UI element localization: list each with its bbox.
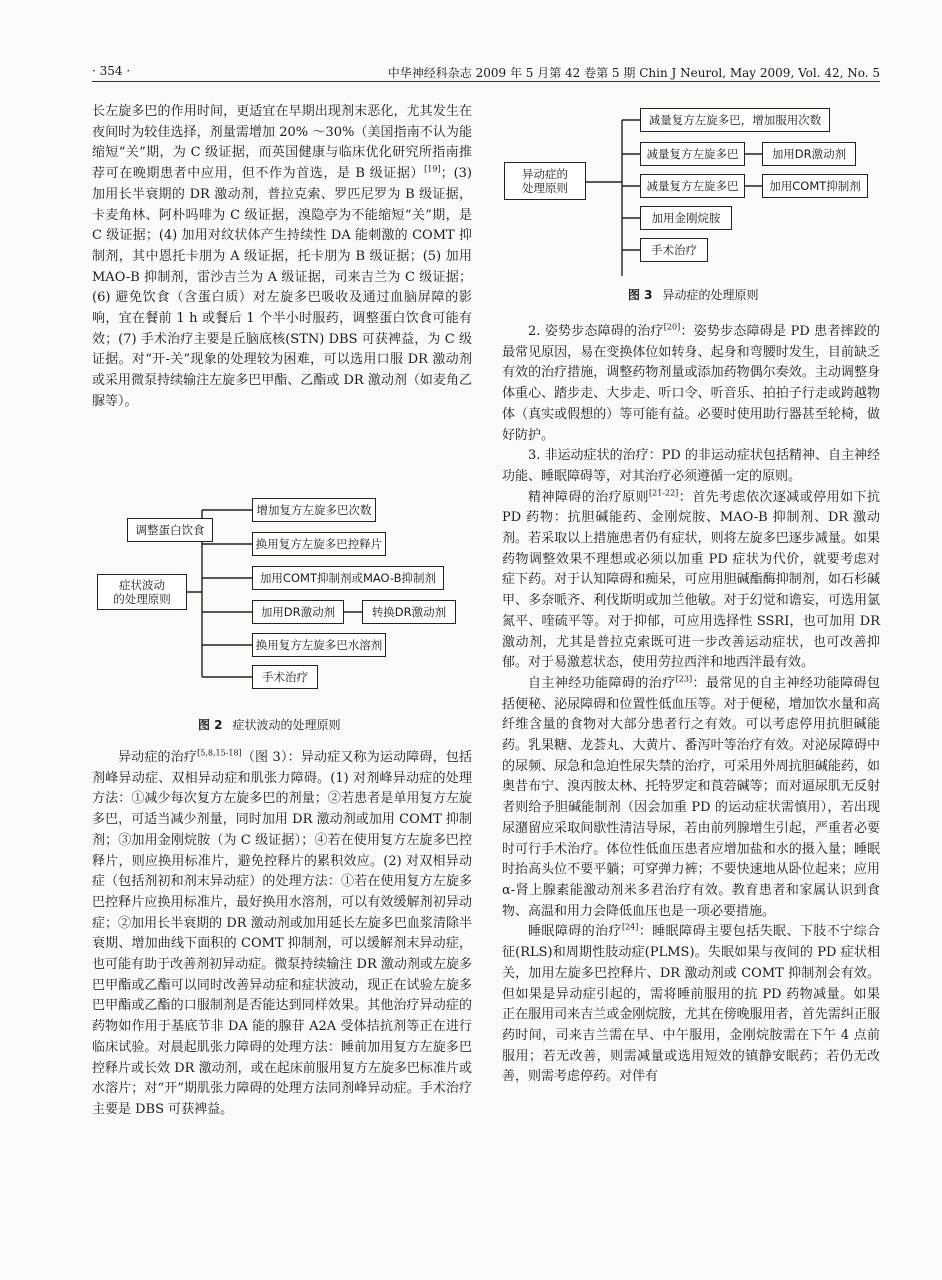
section-heading: 精神障碍的治疗原则 (528, 489, 649, 505)
section-heading: 自主神经功能障碍的治疗 (528, 675, 676, 691)
box-item-3-extra: 加用COMT抑制剂 (762, 174, 868, 198)
box-item-3: 减量复方左旋多巴 (640, 174, 745, 198)
journal-info: 中华神经科杂志 2009 年 5 月第 42 卷第 5 期 Chin J Neurol, May 2009, Vol. 42, No. 5 (387, 66, 880, 80)
box-item-4: 加用金刚烷胺 (640, 206, 732, 230)
paragraph (92, 748, 472, 1121)
figure-title: 症状波动的处理原则 (232, 718, 341, 732)
figure-title: 异动症的处理原则 (662, 288, 759, 302)
figure-label: 图 3 (628, 288, 653, 302)
paragraph-posture (502, 322, 880, 446)
box-item-3: 加用COMT抑制剂或MAO-B抑制剂 (252, 566, 444, 590)
text: ：首先考虑依次逐减或停用如下抗 PD 药物：抗胆碱能药、金刚烷胺、MAO-B 抑制剂、DR 激动剂。若采取以上措施患者仍有症状，则将左旋多巴逐步减量。如果药物调整效果不理想或必须以加重 PD 症状为代价，就要考虑对症下药。对于认知障碍和痴呆，可应用胆碱酯酶抑制剂，如石杉碱甲、多奈哌齐、利伐斯明或加兰他敏。对于幻觉和谵妄，可选用氯氮平、喹硫平等。对于抑郁，可应用选择性 SSRI，也可加用 DR 激动剂，尤其是普拉克索既可进一步改善运动症状，也可改善抑郁。对于易激惹状态，使用劳拉西泮和地西泮最有效。 (502, 489, 880, 671)
paragraph (92, 102, 472, 413)
section-heading: 睡眠障碍的治疗 (528, 924, 622, 940)
citation: [21-22] (649, 488, 679, 498)
text: ：最常见的自主神经功能障碍包括便秘、泌尿障碍和位置性低血压等。对于便秘，增加饮水量和高纤维含量的食物对大部分患者行之有效。可以考虑停用抗胆碱能药。乳果糖、龙荟丸、大黄片、番泻叶等治疗有效。对泌尿障碍中的尿频、尿急和急迫性尿失禁的治疗，可采用外周抗胆碱能药，如奥昔布宁、溴丙胺太林、托特罗定和莨菪碱等；而对逼尿肌无反射者则给予胆碱能制剂（因会加重 PD 的运动症状需慎用），若出现尿潴留应采取间歇性清洁导尿，若由前列腺增生引起，严重者必要时可行手术治疗。体位性低血压患者应增加盐和水的摄入量；睡眠时抬高头位不要平躺；可穿弹力裤；不要快速地从卧位起来；应用 α-肾上腺素能激动剂米多君治疗有效。教育患者和家属认识到食物、高温和用力会降低血压也是一项必要措施。 (502, 675, 880, 919)
box-item-6: 手术治疗 (252, 665, 318, 689)
paragraph-sleep (502, 922, 880, 1088)
text: ；(3) 加用长半衰期的 DR 激动剂，普拉克索、罗匹尼罗为 B 级证据，卡麦角林、阿朴吗啡为 C 级证据，溴隐亭为不能缩短“关”期，是 C 级证据；(4) 加用对纹状体产生持续性 DA 能刺激的 COMT 抑制剂，其中恩托卡朋为 A 级证据，托卡朋为 B 级证据；(5) 加用 MAO-B 抑制剂，雷沙吉兰为 A 级证据，司来吉兰为 C 级证据；(6) 避免饮食（含蛋白质）对左旋多巴吸收及通过血脑屏障的影响，宜在餐前 1 h 或餐后 1 个半小时服药，调整蛋白饮食可能有效；(7) 手术治疗主要是丘脑底核(STN) DBS 可获裨益，为 C 级证据。对“开-关”现象的处理较为困难，可以选用口服 DR 激动剂或采用微泵持续输注左旋多巴甲酯、乙酯或 DR 激动剂（如麦角乙脲等）。 (92, 166, 472, 409)
text: （图 3）：异动症又称为运动障碍，包括剂峰异动症、双相异动症和肌张力障碍。(1) 对剂峰异动症的处理方法：①减少每次复方左旋多巴的剂量；②若患者是单用复方左旋多巴，可适当减少剂量，同时加用 DR 激动剂或加用 COMT 抑制剂；③加用金刚烷胺（为 C 级证据）；④若在使用复方左旋多巴控释片，则应换用标准片，避免控释片的累积效应。(2) 对双相异动症（包括剂初和剂末异动症）的处理方法：①若在使用复方左旋多巴控释片应换用标准片，最好换用水溶剂，可以有效缓解剂初异动症；②加用长半衰期的 DR 激动剂或加用延长左旋多巴血浆清除半衰期、增加曲线下面积的 COMT 抑制剂，可以缓解剂末异动症，也可能有助于改善剂初异动症。微泵持续输注 DR 激动剂或左旋多巴甲酯或乙酯可以同时改善异动症和症状波动，现正在试验左旋多巴甲酯或乙酯的口服制剂是否能达到同样效果。其他治疗异动症的药物如作用于基底节非 DA 能的腺苷 A2A 受体拮抗剂等正在进行临床试验。对晨起肌张力障碍的处理方法：睡前加用复方左旋多巴控释片或长效 DR 激动剂，或在起床前服用复方左旋多巴标准片或水溶片；对“开”期肌张力障碍的处理方法同剂峰异动症。手术治疗主要是 DBS 可获裨益。 (92, 750, 472, 1117)
figure-2-flowchart (92, 492, 472, 707)
text: ：睡眠障碍主要包括失眠、下肢不宁综合征(RLS)和周期性肢动症(PLMS)。失眠如果与夜间的 PD 症状相关，加用左旋多巴控释片、DR 激动剂或 COMT 抑制剂会有效。但如果是异动症引起的，需将睡前服用的抗 PD 药物减量。如果正在服用司来吉兰或金刚烷胺，尤其在傍晚服用者，首先需纠正服药时间，司来吉兰需在早、中午服用，金刚烷胺需在下午 4 点前服用；若无改善，则需减量或选用短效的镇静安眠药；若仍无改善，则需考虑停药。对伴有 (502, 924, 880, 1085)
box-root-fluctuation: 症状波动 的处理原则 (97, 574, 187, 610)
figure-2-caption (198, 716, 341, 733)
citation: [23] (675, 674, 693, 684)
citation: [24] (621, 923, 639, 933)
citation: [5,8,15-18] (197, 748, 242, 758)
section-heading: 异动症的治疗 (118, 750, 198, 765)
box-item-2: 减量复方左旋多巴 (640, 142, 745, 166)
box-item-1: 减量复方左旋多巴，增加服用次数 (640, 108, 830, 132)
figure-label: 图 2 (198, 718, 223, 732)
citation: [19] (424, 164, 441, 174)
box-item-5: 手术治疗 (640, 238, 708, 262)
citation: [20] (663, 322, 681, 332)
paragraph-nonmotor: 3. 非运动症状的治疗：PD 的非运动症状包括精神、自主神经功能、睡眠障碍等，对其治疗必须遵循一定的原则。 (502, 448, 880, 484)
left-bottom-text (92, 748, 472, 1218)
box-adjust-protein: 调整蛋白饮食 (127, 518, 213, 542)
box-item-4: 加用DR激动剂 (252, 600, 344, 624)
box-item-2: 换用复方左旋多巴控释片 (252, 532, 386, 556)
text: 长左旋多巴的作用时间，更适宜在早期出现剂末恶化，尤其发生在夜间时为较佳选择，剂量需增加 20% ～30%（美国指南不认为能缩短“关”期，为 C 级证据，而英国健康与临床优化研究所指南推荐可在晚期患者中应用，但不作为首选，是 B 级证据） (92, 104, 472, 182)
section-heading: 2. 姿势步态障碍的治疗 (528, 324, 664, 339)
box-item-1: 增加复方左旋多巴次数 (252, 498, 376, 522)
box-item-5: 换用复方左旋多巴水溶剂 (252, 633, 386, 657)
running-header (92, 62, 880, 82)
paragraph-autonomic (502, 674, 880, 922)
figure-3-caption (628, 286, 759, 303)
box-item-2-extra: 加用DR激动剂 (762, 142, 856, 166)
text: ：姿势步态障碍是 PD 患者摔跤的最常见原因，易在变换体位如转身、起身和弯腰时发生，目前缺乏有效的治疗措施，调整药物剂量或添加药物偶尔奏效。主动调整身体重心、踏步走、大步走、听口令、听音乐、拍拍子行走或跨越物体（真实或假想的）等可能有益。必要时使用助行器甚至轮椅，做好防护。 (502, 324, 880, 443)
figure-3-flowchart (502, 104, 880, 276)
box-root-dyskinesia: 异动症的 处理原则 (504, 162, 586, 200)
box-item-4-extra: 转换DR激动剂 (362, 600, 456, 624)
right-column-text (502, 322, 880, 1247)
left-top-text (92, 102, 472, 474)
paragraph-psychiatric (502, 488, 880, 674)
page-number: · 354 · (92, 64, 131, 78)
